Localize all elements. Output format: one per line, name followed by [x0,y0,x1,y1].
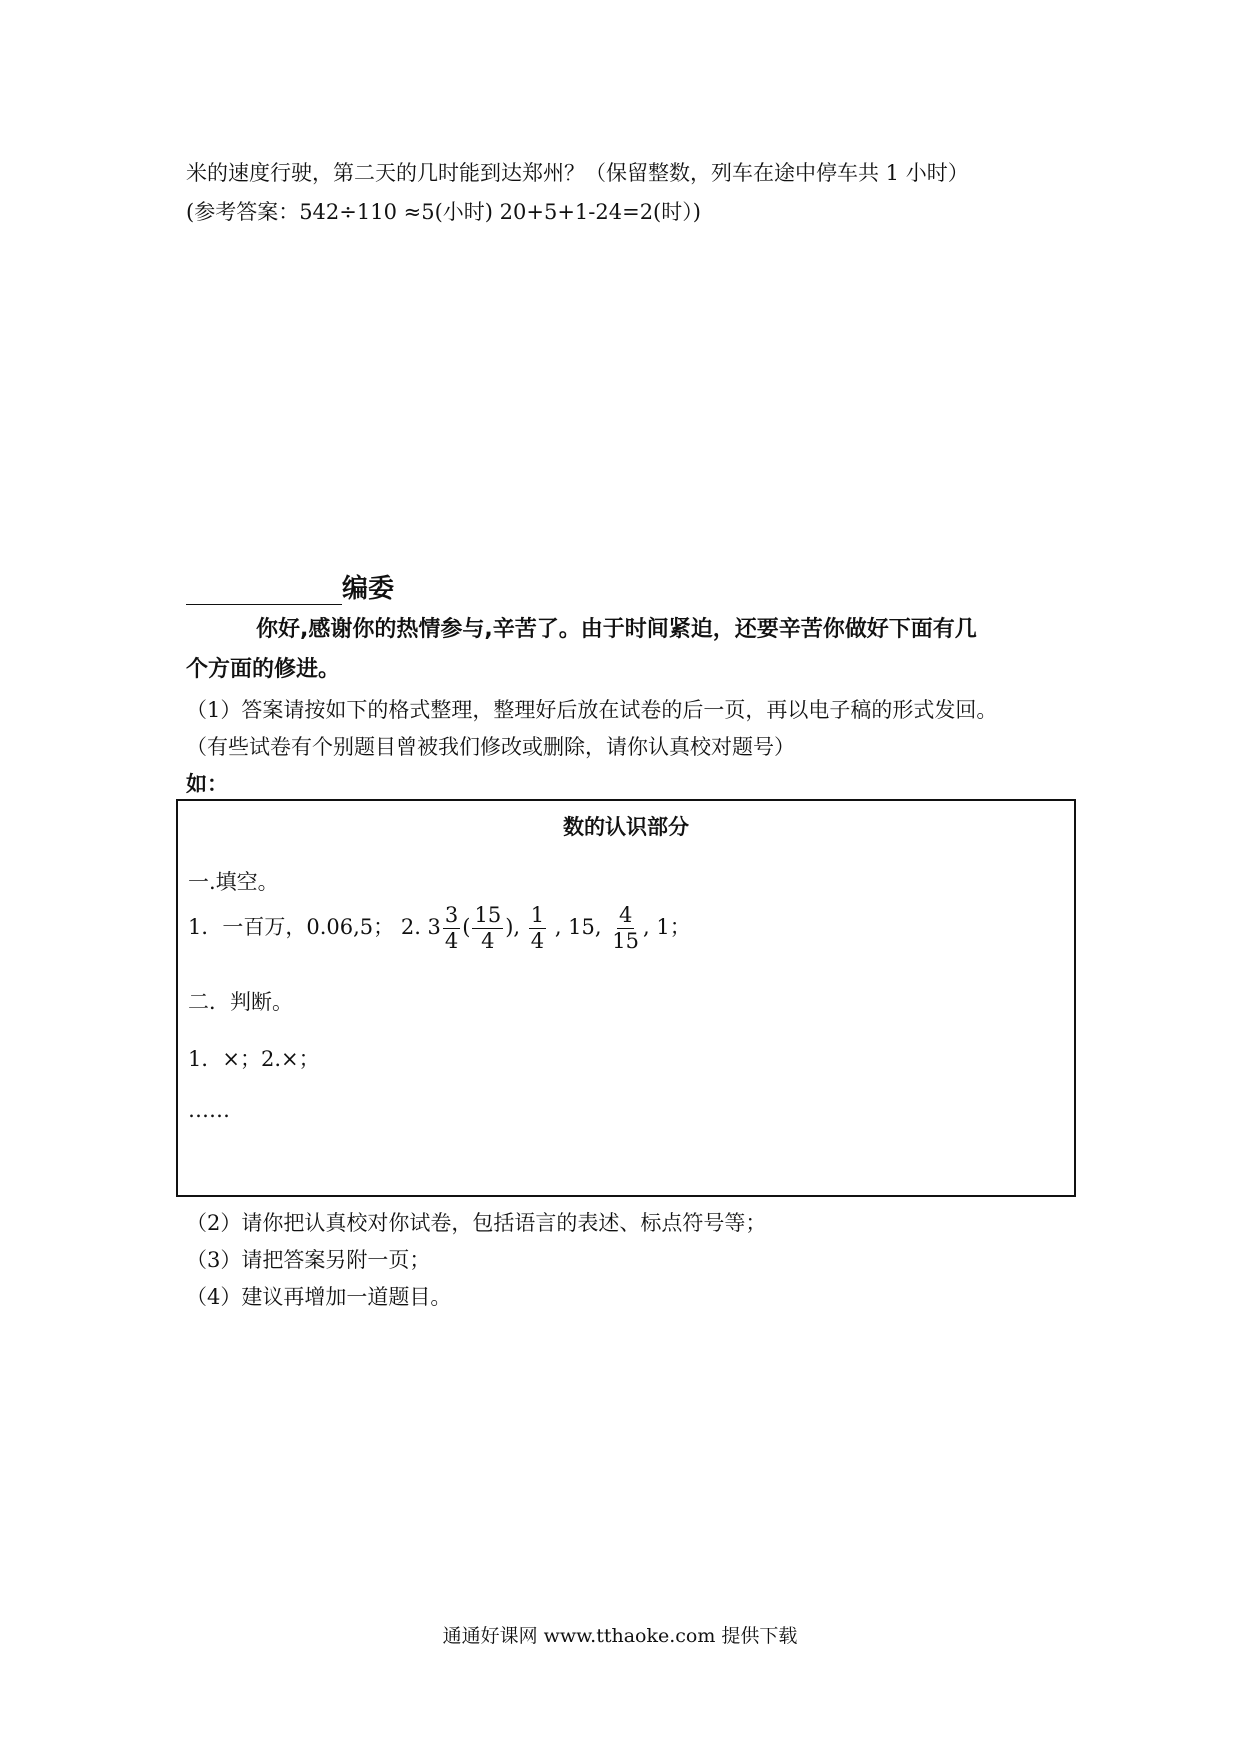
ellipsis: …… [188,1098,230,1122]
editor-heading [186,568,394,604]
problem-line-1: 米的速度行驶，第二天的几时能到达郑州？（保留整数，列车在途中停车共 1 小时） [186,161,969,185]
box-title: 数的认识部分 [563,815,689,839]
instruction-item-1: （1）答案请按如下的格式整理，整理好后放在试卷的后一页，再以电子稿的形式发回。 [186,698,998,722]
blank-underline [186,576,342,605]
example-label: 如： [186,772,228,796]
example-answer-box [176,799,1076,1197]
footer-source: 通通好课网 www.tthaoke.com 提供下载 [442,1625,798,1647]
fraction-1-4: $\frac{1}{4}$ [530,903,545,953]
instruction-item-3: （3）请把答案另附一页； [186,1248,431,1272]
greeting-line-2: 个方面的修进。 [186,657,341,682]
problem-answer-line: (参考答案：542÷110 ≈5(小时) 20+5+1-24=2(时）) [186,200,701,224]
section-fill-blank: 一.填空。 [188,870,279,894]
instruction-item-1-note: （有些试卷有个别题目曾被我们修改或删除，请你认真校对题号） [186,735,795,759]
greeting-line-1: 你好,感谢你的热情参与,辛苦了。由于时间紧迫，还要辛苦你做好下面有几 [256,617,977,642]
instruction-item-4: （4）建议再增加一道题目。 [186,1285,452,1309]
instruction-item-2: （2）请你把认真校对你试卷，包括语言的表述、标点符号等； [186,1211,767,1235]
section-judgment: 二．判断。 [188,990,293,1014]
fraction-15-4: $\frac{15}{4}$ [474,903,502,953]
answer-line-1: 1．一百万，0.06,5； 2. 3 $\frac{3}{4}$ ( $\frac{15}{4}$ ), $\frac{1}{4}$ , 15, $\frac{4}{15}$ , 1； [188,903,691,953]
answer-1-prefix: 1．一百万，0.06,5； 2. 3 [188,915,441,939]
answer-line-2: 1．×；2.×； [188,1047,320,1071]
fraction-3-4: $\frac{3}{4}$ [444,903,459,953]
fraction-4-15: $\frac{4}{15}$ [612,903,639,953]
editor-heading-text: 编委 [342,574,395,604]
